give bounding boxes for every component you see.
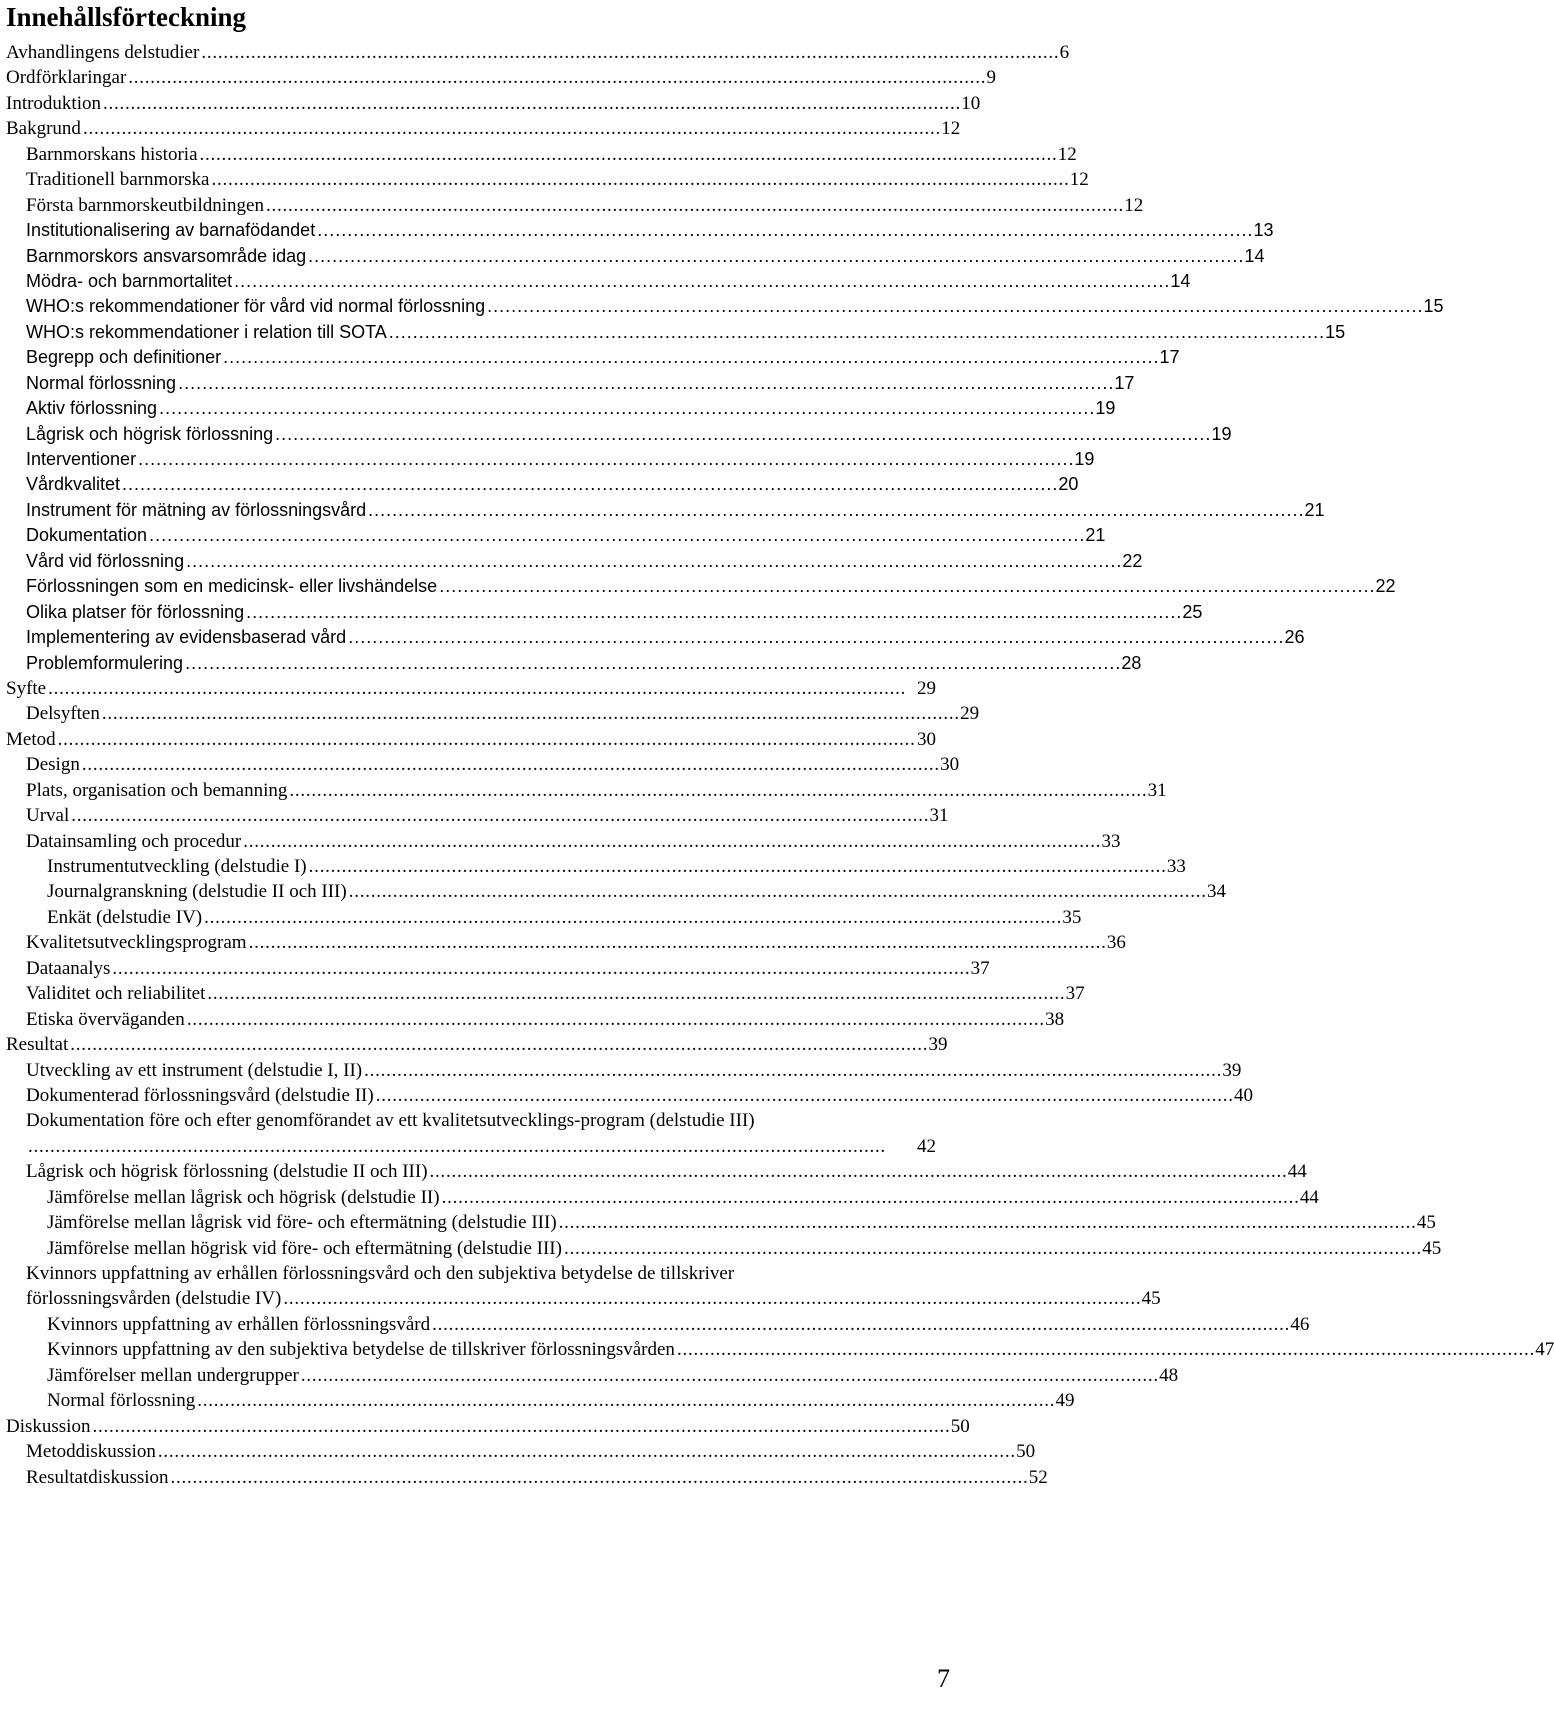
toc-entry[interactable] xyxy=(0,472,1079,497)
toc-entry-page-number: 34 xyxy=(1206,881,1226,903)
toc-entry-row xyxy=(0,574,1396,599)
dot-leader xyxy=(346,625,1284,650)
toc-entry-title: Implementering av evidensbaserad vård xyxy=(26,627,347,648)
toc-entry-row xyxy=(0,498,1325,523)
toc-entry-row xyxy=(0,651,1142,676)
toc-entry-row xyxy=(0,600,1203,625)
toc-entry[interactable] xyxy=(0,498,1325,523)
dot-leader xyxy=(281,1286,1141,1311)
toc-entry-page-number: 49 xyxy=(1055,1390,1075,1412)
toc-entry-row xyxy=(0,1083,1253,1108)
toc-entry-page-number: 19 xyxy=(1095,398,1116,419)
toc-entry-title: Vård vid förlossning xyxy=(26,550,185,571)
toc-entry-page-number: 29 xyxy=(917,677,936,699)
toc-entry-row xyxy=(0,727,936,752)
toc-entry[interactable] xyxy=(0,269,1191,294)
toc-entry-page-number: 30 xyxy=(917,728,936,750)
toc-entry-page-number: 13 xyxy=(1253,220,1274,241)
dot-leader xyxy=(362,1058,1222,1083)
dot-leader xyxy=(440,1185,1300,1210)
toc-entry-page-number: 17 xyxy=(1159,347,1180,368)
toc-entry-row xyxy=(0,320,1346,345)
toc-entry-row xyxy=(0,1363,1179,1388)
toc-entry[interactable] xyxy=(0,778,1167,803)
dot-leader xyxy=(374,1083,1234,1108)
toc-entry-row xyxy=(0,981,1085,1006)
toc-entry-continuation: förlossningsvården (delstudie IV) xyxy=(26,1288,282,1310)
toc-entry-row xyxy=(0,625,1305,650)
toc-entry-row xyxy=(0,472,1079,497)
toc-entry-title: Barnmorskors ansvarsområde idag xyxy=(26,245,307,266)
toc-entry[interactable] xyxy=(0,167,1089,192)
dot-leader xyxy=(147,523,1085,548)
toc-entry[interactable] xyxy=(0,396,1116,421)
toc-entry-row xyxy=(0,1236,1442,1261)
toc-entry[interactable] xyxy=(0,1388,1075,1413)
toc-entry[interactable] xyxy=(0,1414,970,1439)
dot-leader xyxy=(315,218,1253,243)
toc-entry-title: WHO:s rekommendationer i relation till SOTA xyxy=(26,321,387,342)
toc-entry-row xyxy=(0,65,997,90)
toc-entry[interactable] xyxy=(0,574,1396,599)
toc-entry-title: Institutionalisering av barnafödandet xyxy=(26,220,316,241)
toc-entry-title: Introduktion xyxy=(6,92,101,114)
toc-entry[interactable] xyxy=(0,600,1203,625)
toc-entry-page-number: 42 xyxy=(917,1135,936,1157)
toc-entry-row xyxy=(0,879,1226,904)
dot-leader xyxy=(136,447,1074,472)
toc-entry-page-number: 35 xyxy=(1062,906,1082,928)
dot-leader xyxy=(264,193,1124,218)
toc-entry-title: Dokumenterad förlossningsvård (delstudie II) xyxy=(26,1084,374,1106)
dot-leader xyxy=(90,1414,950,1439)
toc-entry-title: Kvinnors uppfattning av den subjektiva betydelse de tillskriver förlossningsvården xyxy=(47,1339,675,1361)
toc-entry-page-number: 14 xyxy=(1244,245,1265,266)
toc-entry-row xyxy=(0,447,1095,472)
toc-entry-page-number: 45 xyxy=(1422,1237,1442,1259)
toc-entry-page-number: 10 xyxy=(961,92,981,114)
toc-entry-title: Dataanalys xyxy=(26,957,111,979)
toc-entry-row xyxy=(0,803,949,828)
toc-entry-page-number: 21 xyxy=(1085,525,1106,546)
toc-entry-title: Datainsamling och procedur xyxy=(26,830,242,852)
toc-entry-page-number: 25 xyxy=(1182,601,1203,622)
toc-entry-page-number: 44 xyxy=(1287,1161,1307,1183)
toc-entry-row xyxy=(0,1414,970,1439)
toc-entry-page-number: 29 xyxy=(960,703,980,725)
page-title: Innehållsförteckning xyxy=(6,2,247,32)
toc-entry-title: Barnmorskans historia xyxy=(26,143,198,165)
toc-entry-page-number: 36 xyxy=(1106,932,1126,954)
toc-entry-row xyxy=(0,701,980,726)
toc-entry-page-number: 26 xyxy=(1284,627,1305,648)
toc-entry[interactable] xyxy=(0,651,1142,676)
dot-leader xyxy=(156,1439,1016,1464)
toc-entry-title: Urval xyxy=(26,805,70,827)
toc-entry-title: Resultatdiskussion xyxy=(26,1466,169,1488)
toc-entry-page-number: 40 xyxy=(1233,1084,1253,1106)
toc-entry-title: Design xyxy=(26,754,80,776)
toc-entry-page-number: 39 xyxy=(1222,1059,1242,1081)
toc-entry-page-number: 30 xyxy=(940,754,960,776)
toc-entry-title: Vårdkvalitet xyxy=(26,474,121,495)
toc-entry[interactable] xyxy=(0,803,960,828)
toc-entry-title: Kvinnors uppfattning av erhållen förlossningsvård och den subjektiva betydelse de tillskriver xyxy=(26,1263,735,1284)
toc-entry-title: Metod xyxy=(6,728,56,750)
dot-leader xyxy=(81,116,941,141)
dot-leader xyxy=(387,320,1325,345)
dot-leader xyxy=(101,91,961,116)
toc-entry-row xyxy=(0,218,1274,243)
toc-entry[interactable] xyxy=(0,752,960,777)
toc-entry-title: Olika platser för förlossning xyxy=(26,601,245,622)
toc-entry-page-number: 44 xyxy=(1299,1186,1319,1208)
toc-entry-row xyxy=(0,854,1186,879)
toc-entry-page-number: 45 xyxy=(1141,1288,1161,1310)
toc-entry[interactable] xyxy=(0,625,1305,650)
toc-entry-row xyxy=(0,40,1070,65)
toc-entry[interactable] xyxy=(0,320,1346,345)
toc-entry-row xyxy=(0,1286,1161,1311)
toc-entry-title: Första barnmorskeutbildningen xyxy=(26,194,264,216)
toc-entry-page-number: 37 xyxy=(970,957,990,979)
toc-entry[interactable] xyxy=(0,701,980,726)
dot-leader xyxy=(198,142,1058,167)
dot-leader xyxy=(428,1159,1288,1184)
dot-leader xyxy=(562,1236,1422,1261)
toc-entry-row xyxy=(0,269,1191,294)
dot-leader xyxy=(185,1007,1045,1032)
toc-entry[interactable] xyxy=(0,40,1070,65)
toc-entry[interactable] xyxy=(0,1032,960,1057)
toc-entry-title: Aktiv förlossning xyxy=(26,398,158,419)
toc-entry-title: Jämförelse mellan lågrisk och högrisk (delstudie II) xyxy=(47,1186,440,1208)
toc-entry-title: WHO:s rekommendationer för vård vid normal förlossning xyxy=(26,296,486,317)
toc-entry-row xyxy=(0,905,1082,930)
toc-entry-page-number: 31 xyxy=(1147,779,1167,801)
toc-entry-row xyxy=(0,1465,1048,1490)
toc-entry-page-number: 15 xyxy=(1325,321,1346,342)
toc-entry-page-number: 15 xyxy=(1423,296,1444,317)
toc-entry-row xyxy=(0,1058,1242,1083)
toc-entry-page-number: 39 xyxy=(928,1034,948,1056)
toc-entry[interactable] xyxy=(0,1439,1036,1464)
dot-leader xyxy=(199,40,1059,65)
toc-entry-title: Utveckling av ett instrument (delstudie I, II) xyxy=(26,1059,363,1081)
dot-leader xyxy=(485,294,1423,319)
toc-entry[interactable] xyxy=(0,727,960,752)
toc-entry[interactable] xyxy=(0,930,1126,955)
toc-entry[interactable] xyxy=(0,1210,1436,1235)
toc-entry-title: Enkät (delstudie IV) xyxy=(47,906,203,928)
toc-entry[interactable] xyxy=(0,981,1085,1006)
toc-entry[interactable] xyxy=(0,1108,960,1159)
toc-entry[interactable] xyxy=(0,1363,1179,1388)
dot-leader xyxy=(287,778,1147,803)
toc-entry[interactable] xyxy=(0,65,997,90)
toc-entry[interactable] xyxy=(0,956,990,981)
toc-entry[interactable] xyxy=(0,116,960,141)
toc-entry-page-number: 45 xyxy=(1416,1212,1436,1234)
toc-entry-page-number: 31 xyxy=(929,805,949,827)
toc-entry-row xyxy=(0,1032,948,1057)
toc-entry-page-number: 50 xyxy=(950,1415,970,1437)
toc-entry-row xyxy=(0,1210,1436,1235)
toc-entry[interactable] xyxy=(0,523,1106,548)
toc-entry-row xyxy=(0,116,961,141)
toc-entry[interactable] xyxy=(0,218,1274,243)
toc-entry-row xyxy=(0,829,1121,854)
dot-leader xyxy=(56,727,917,752)
dot-leader xyxy=(169,1465,1029,1490)
toc-entry-row xyxy=(0,244,1265,269)
toc-entry-title: Lågrisk och högrisk förlossning (delstudie II och III) xyxy=(26,1161,428,1183)
toc-entry-row xyxy=(0,1007,1065,1032)
toc-entry[interactable] xyxy=(0,549,1143,574)
toc-entry[interactable] xyxy=(0,676,960,701)
dot-leader xyxy=(100,701,960,726)
toc-entry-row xyxy=(0,91,981,116)
toc-entry-row xyxy=(0,1388,1075,1413)
toc-entry-row xyxy=(0,676,936,701)
toc-entry-page-number: 50 xyxy=(1016,1441,1036,1463)
toc-entry[interactable] xyxy=(0,1058,1242,1083)
toc-entry-title: Traditionell barnmorska xyxy=(26,169,210,191)
dot-leader xyxy=(437,574,1375,599)
toc-entry-title: Syfte xyxy=(6,677,47,699)
dot-leader xyxy=(557,1210,1417,1235)
toc-entry[interactable] xyxy=(0,1159,1307,1184)
toc-entry-title: Förlossningen som en medicinsk- eller livshändelse xyxy=(26,576,438,597)
toc-entry[interactable] xyxy=(0,1465,1048,1490)
toc-entry-row xyxy=(0,956,990,981)
toc-entry-page-number: 28 xyxy=(1121,652,1142,673)
toc-entry-row xyxy=(0,1337,1554,1362)
toc-entry-title: Validitet och reliabilitet xyxy=(26,983,206,1005)
dot-leader xyxy=(209,167,1069,192)
toc-entry[interactable] xyxy=(0,1337,1554,1362)
toc-entry-row xyxy=(0,193,1144,218)
toc-entry-title: Begrepp och definitioner xyxy=(26,347,222,368)
toc-entry-page-number: 33 xyxy=(1166,856,1186,877)
toc-entry-title: Metoddiskussion xyxy=(26,1441,156,1463)
dot-leader xyxy=(675,1337,1535,1362)
toc-entry-row xyxy=(0,422,1232,447)
toc-entry-page-number: 12 xyxy=(941,118,961,140)
toc-entry[interactable] xyxy=(0,244,1265,269)
dot-leader xyxy=(80,752,940,777)
toc-entry-row xyxy=(0,930,1126,955)
toc-entry[interactable] xyxy=(0,294,1444,319)
toc-entry[interactable] xyxy=(0,422,1232,447)
toc-entry-page-number: 48 xyxy=(1159,1364,1179,1386)
toc-entry-page-number: 37 xyxy=(1065,983,1085,1005)
dot-leader xyxy=(126,65,986,90)
toc-entry-title: Diskussion xyxy=(6,1415,91,1437)
dot-leader xyxy=(221,345,1159,370)
dot-leader xyxy=(241,829,1101,854)
toc-entry-page-number: 19 xyxy=(1211,423,1232,444)
toc-entry-page-number: 22 xyxy=(1375,576,1396,597)
toc-entry[interactable] xyxy=(0,1007,1065,1032)
dot-leader xyxy=(183,651,1121,676)
toc-entry[interactable] xyxy=(0,1236,1442,1261)
dot-leader xyxy=(157,396,1095,421)
toc-entry-title: Jämförelse mellan lågrisk vid före- och eftermätning (delstudie III) xyxy=(47,1212,557,1234)
toc-entry-page-number: 33 xyxy=(1101,830,1121,852)
toc-entry-title: Instrumentutveckling (delstudie I) xyxy=(47,856,307,877)
toc-entry-page-number: 46 xyxy=(1290,1313,1310,1335)
toc-entry-title: Ordförklaringar xyxy=(6,67,127,89)
toc-entry-title: Mödra- och barnmortalitet xyxy=(26,270,233,291)
toc-entry-row xyxy=(0,523,1106,548)
toc-entry[interactable] xyxy=(0,447,1095,472)
table-of-contents xyxy=(0,40,1554,1490)
toc-entry-page-number: 6 xyxy=(1059,42,1070,63)
toc-entry-row xyxy=(0,549,1143,574)
toc-entry-title: Avhandlingens delstudier xyxy=(6,42,200,63)
dot-leader xyxy=(366,498,1304,523)
dot-leader xyxy=(430,1312,1290,1337)
toc-entry[interactable] xyxy=(0,91,981,116)
toc-entry-title: Bakgrund xyxy=(6,118,81,140)
toc-entry[interactable] xyxy=(0,193,1144,218)
toc-entry-title: Problemformulering xyxy=(26,652,184,673)
dot-leader xyxy=(244,600,1182,625)
dot-leader xyxy=(184,549,1122,574)
toc-entry-page-number: 22 xyxy=(1122,550,1143,571)
dot-leader xyxy=(247,930,1107,955)
toc-entry-page-number: 17 xyxy=(1114,372,1135,393)
dot-leader xyxy=(68,1032,928,1057)
toc-entry-title: Instrument för mätning av förlossningsvård xyxy=(26,499,367,520)
toc-entry-title: Normal förlossning xyxy=(47,1390,196,1412)
toc-entry[interactable] xyxy=(0,1185,1319,1210)
toc-entry[interactable] xyxy=(0,1312,1310,1337)
toc-entry-row xyxy=(0,1185,1319,1210)
toc-entry-page-number: 38 xyxy=(1045,1008,1065,1030)
toc-entry-row xyxy=(0,371,1135,396)
dot-leader xyxy=(176,371,1114,396)
dot-leader xyxy=(232,269,1170,294)
toc-entry-title: Plats, organisation och bemanning xyxy=(26,779,288,801)
toc-entry-title: Jämförelser mellan undergrupper xyxy=(47,1364,299,1386)
toc-entry-title: Delsyften xyxy=(26,703,100,725)
toc-entry-page-number: 12 xyxy=(1057,143,1077,165)
toc-entry-row xyxy=(0,396,1116,421)
toc-entry-row xyxy=(0,167,1089,192)
toc-entry-title: Normal förlossning xyxy=(26,372,177,393)
dot-leader xyxy=(347,879,1207,904)
toc-entry-page-number: 14 xyxy=(1170,270,1191,291)
toc-entry-title: Etiska överväganden xyxy=(26,1008,185,1030)
toc-entry-page-number: 52 xyxy=(1028,1466,1048,1488)
toc-entry-title: Jämförelse mellan högrisk vid före- och eftermätning (delstudie III) xyxy=(47,1237,562,1259)
toc-entry-title: Resultat xyxy=(6,1034,69,1056)
toc-entry[interactable] xyxy=(0,829,1121,854)
toc-entry-row xyxy=(0,1312,1310,1337)
dot-leader xyxy=(273,422,1211,447)
toc-entry-page-number: 12 xyxy=(1124,194,1144,216)
toc-entry[interactable] xyxy=(0,1261,1161,1312)
toc-entry-title: Kvalitetsutvecklingsprogram xyxy=(26,932,247,954)
dot-leader xyxy=(202,905,1062,930)
toc-entry-page-number: 12 xyxy=(1069,169,1089,191)
toc-entry[interactable] xyxy=(0,142,1077,167)
toc-entry-page-number: 47 xyxy=(1535,1339,1554,1361)
toc-entry-row xyxy=(0,1134,936,1159)
page-number: 7 xyxy=(937,1664,950,1693)
toc-entry-row xyxy=(0,294,1444,319)
toc-entry-row xyxy=(0,345,1180,370)
toc-entry-row xyxy=(0,1439,1036,1464)
toc-entry-title: Dokumentation före och efter genomförandet av ett kvalitetsutvecklings-program (delstudie III) xyxy=(26,1110,755,1132)
toc-entry-page-number: 21 xyxy=(1304,499,1325,520)
dot-leader xyxy=(46,676,917,701)
toc-entry-title: Kvinnors uppfattning av erhållen förlossningsvård xyxy=(47,1313,431,1335)
toc-entry-page-number: 9 xyxy=(986,67,997,89)
dot-leader xyxy=(299,1363,1159,1388)
toc-entry[interactable] xyxy=(0,879,1226,904)
toc-entry-row xyxy=(0,752,960,777)
dot-leader xyxy=(205,981,1065,1006)
dot-leader xyxy=(120,472,1058,497)
toc-entry-title: Dokumentation xyxy=(26,525,148,546)
toc-entry[interactable] xyxy=(0,905,1082,930)
toc-entry-row xyxy=(0,142,1077,167)
toc-entry-page-number: 19 xyxy=(1074,449,1095,469)
toc-entry[interactable] xyxy=(0,1083,1253,1108)
dot-leader xyxy=(26,1134,917,1159)
dot-leader xyxy=(306,244,1244,269)
toc-entry-row xyxy=(0,1159,1307,1184)
dot-leader xyxy=(195,1388,1055,1413)
toc-entry-title: Interventioner xyxy=(26,449,137,469)
toc-entry-row xyxy=(0,778,1167,803)
toc-entry[interactable] xyxy=(0,854,1186,879)
dot-leader xyxy=(69,803,929,828)
dot-leader xyxy=(307,854,1167,879)
toc-entry-title: Lågrisk och högrisk förlossning xyxy=(26,423,274,444)
toc-entry-title: Journalgranskning (delstudie II och III) xyxy=(47,881,347,903)
dot-leader xyxy=(110,956,970,981)
toc-entry[interactable] xyxy=(0,345,1180,370)
toc-entry[interactable] xyxy=(0,371,1135,396)
toc-entry-page-number: 20 xyxy=(1058,474,1079,495)
